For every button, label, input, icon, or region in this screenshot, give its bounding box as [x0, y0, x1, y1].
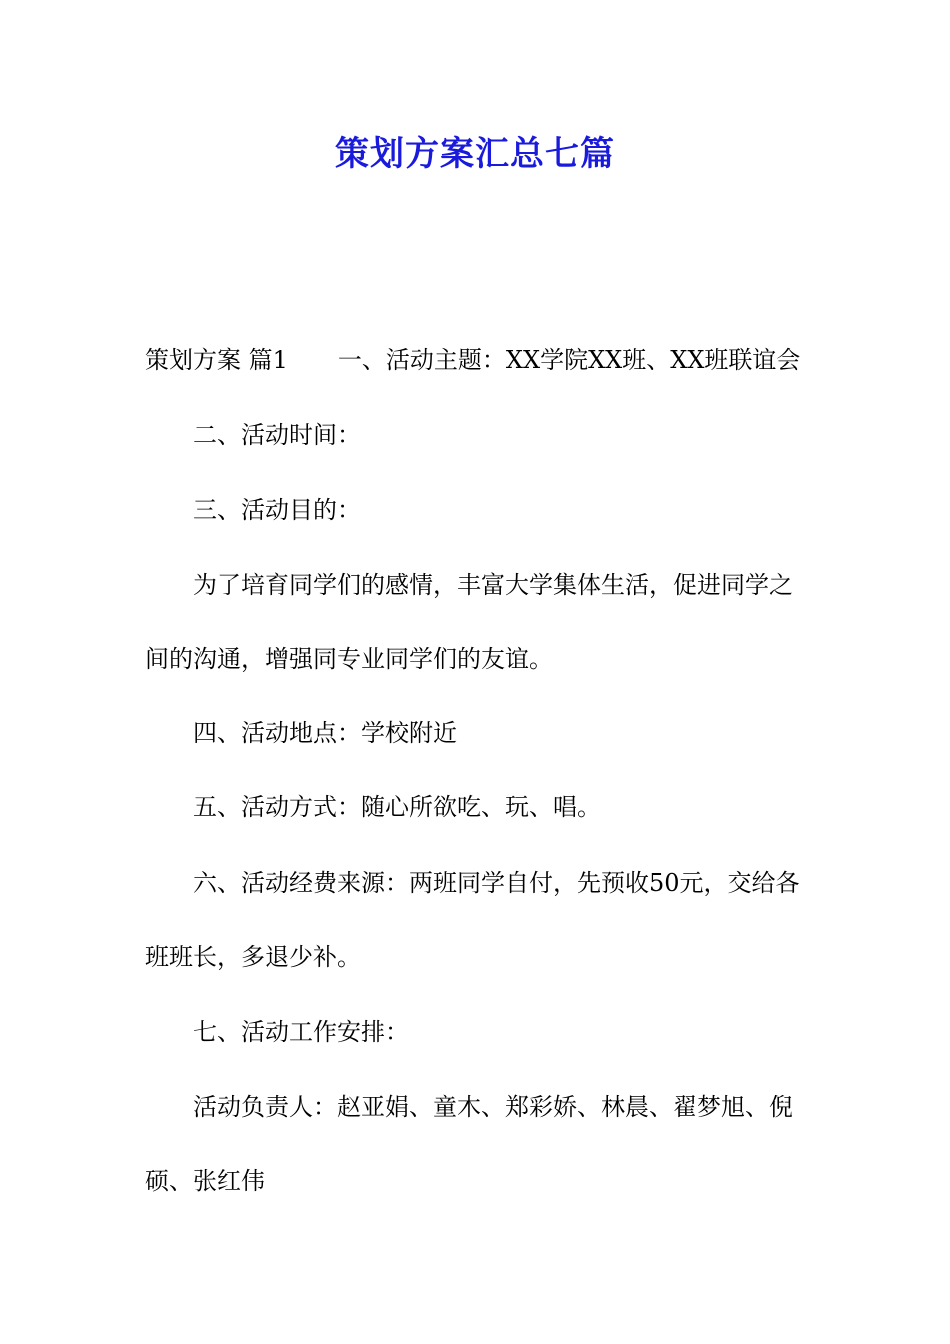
activity-funding-1: 六、活动经费来源：两班同学自付，先预收50元，交给各 — [193, 869, 800, 897]
activity-purpose-text-2: 间的沟通，增强同专业同学们的友谊。 — [145, 645, 553, 673]
activity-arrangement: 七、活动工作安排： — [193, 1018, 409, 1046]
document-title: 策划方案汇总七篇 — [335, 134, 615, 174]
activity-funding-2: 班班长，多退少补。 — [145, 943, 361, 971]
activity-leaders-1: 活动负责人：赵亚娟、童木、郑彩娇、林晨、翟梦旭、倪 — [193, 1093, 793, 1121]
activity-purpose-text-1: 为了培育同学们的感情，丰富大学集体生活，促进同学之 — [193, 571, 793, 599]
activity-purpose-heading: 三、活动目的： — [193, 496, 361, 524]
activity-leaders-2: 硕、张红伟 — [145, 1167, 265, 1195]
activity-location: 四、活动地点：学校附近 — [193, 719, 457, 747]
activity-theme: 一、活动主题：XX学院XX班、XX班联谊会 — [337, 346, 801, 374]
section-heading-line — [145, 340, 810, 380]
section-heading: 策划方案 篇1 — [145, 346, 288, 374]
activity-method: 五、活动方式：随心所欲吃、玩、唱。 — [193, 793, 601, 821]
activity-time: 二、活动时间： — [193, 421, 361, 449]
